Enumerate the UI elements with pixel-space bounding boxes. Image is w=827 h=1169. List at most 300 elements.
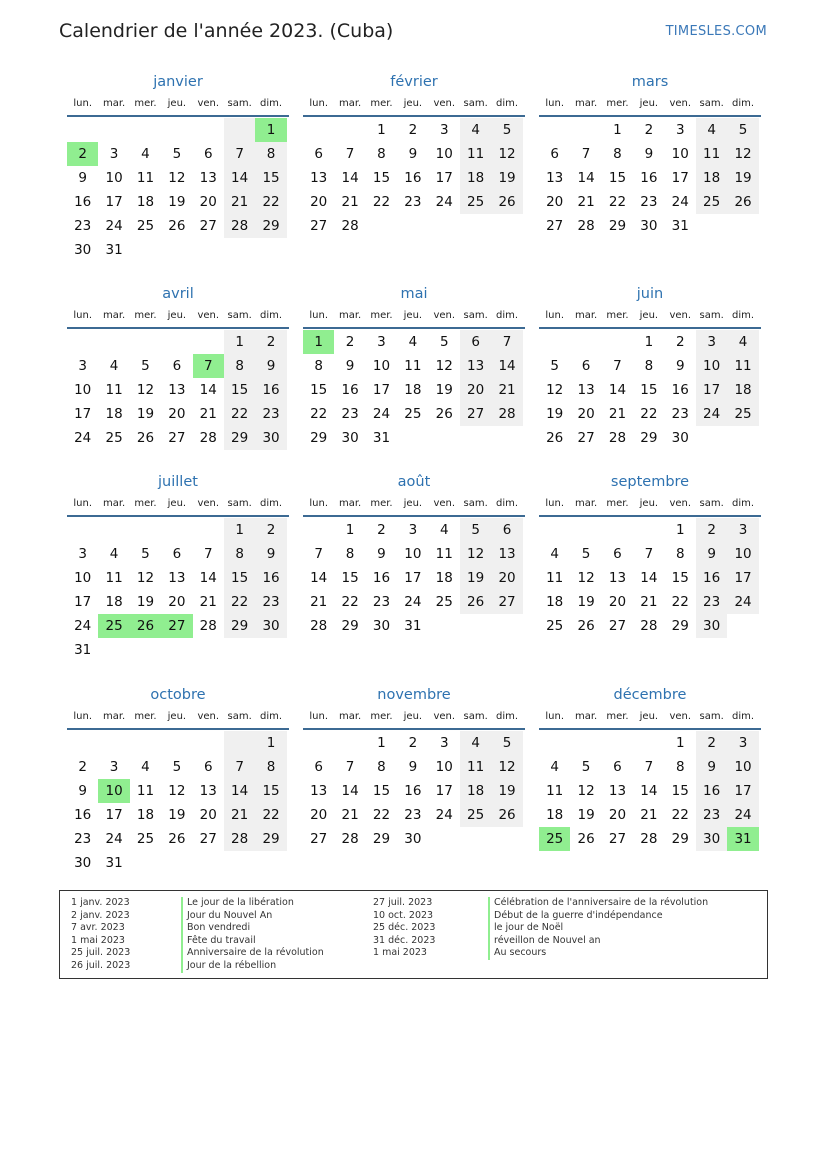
day-cell[interactable]: 5 (727, 118, 758, 142)
day-cell[interactable]: 17 (74, 594, 92, 610)
day-cell[interactable]: 7 (613, 358, 622, 374)
day-cell[interactable]: 23 (404, 194, 422, 210)
day-cell[interactable]: 6 (491, 518, 522, 542)
day-cell[interactable]: 5 (172, 146, 182, 162)
day-cell[interactable]: 8 (224, 542, 255, 566)
day-cell[interactable]: 10 (435, 146, 453, 162)
day-cell[interactable]: 3 (78, 358, 87, 374)
day-cell[interactable]: 29 (640, 430, 658, 446)
day-cell[interactable]: 15 (255, 166, 286, 190)
day-cell[interactable]: 30 (696, 827, 727, 851)
day-cell[interactable]: 17 (727, 779, 758, 803)
day-cell[interactable]: 13 (310, 170, 328, 186)
day-cell[interactable]: 16 (341, 382, 359, 398)
day-cell[interactable]: 30 (74, 855, 92, 871)
day-cell[interactable]: 31 (105, 855, 123, 871)
day-cell[interactable]: 24 (105, 218, 123, 234)
day-cell[interactable]: 5 (141, 546, 150, 562)
day-cell[interactable]: 1 (613, 122, 622, 138)
day-cell[interactable]: 25 (98, 614, 129, 638)
day-cell[interactable]: 25 (727, 402, 758, 426)
day-cell[interactable]: 15 (310, 382, 328, 398)
day-cell[interactable]: 8 (255, 142, 286, 166)
day-cell[interactable]: 20 (310, 194, 328, 210)
day-cell[interactable]: 11 (404, 358, 422, 374)
day-cell[interactable]: 4 (408, 334, 418, 350)
day-cell[interactable]: 10 (372, 358, 391, 374)
day-cell[interactable]: 4 (550, 759, 559, 775)
day-cell[interactable]: 16 (404, 170, 422, 186)
day-cell[interactable]: 3 (675, 122, 685, 138)
day-cell[interactable]: 21 (199, 594, 217, 610)
day-cell[interactable]: 22 (255, 803, 286, 827)
day-cell[interactable]: 20 (310, 807, 328, 823)
day-cell[interactable]: 23 (255, 590, 286, 614)
day-cell[interactable]: 20 (577, 406, 595, 422)
day-cell[interactable]: 6 (203, 146, 213, 162)
day-cell[interactable]: 21 (577, 194, 595, 210)
day-cell[interactable]: 12 (460, 542, 491, 566)
day-cell[interactable]: 7 (581, 146, 591, 162)
day-cell[interactable]: 13 (608, 783, 627, 799)
day-cell[interactable]: 24 (435, 807, 453, 823)
day-cell[interactable]: 16 (640, 170, 658, 186)
day-cell[interactable]: 11 (460, 142, 491, 166)
day-cell[interactable]: 12 (168, 170, 186, 186)
day-cell[interactable]: 14 (199, 570, 217, 586)
day-cell[interactable]: 7 (193, 354, 224, 378)
day-cell[interactable]: 19 (727, 166, 758, 190)
day-cell[interactable]: 3 (727, 731, 758, 755)
day-cell[interactable]: 7 (203, 546, 213, 562)
day-cell[interactable]: 27 (608, 618, 627, 634)
day-cell[interactable]: 26 (460, 590, 491, 614)
day-cell[interactable]: 8 (314, 358, 323, 374)
day-cell[interactable]: 5 (439, 334, 449, 350)
day-cell[interactable]: 26 (136, 430, 155, 446)
day-cell[interactable]: 1 (377, 122, 386, 138)
day-cell[interactable]: 13 (460, 354, 491, 378)
day-cell[interactable]: 14 (224, 166, 255, 190)
day-cell[interactable]: 17 (372, 382, 391, 398)
day-cell[interactable]: 16 (74, 807, 92, 823)
day-cell[interactable]: 27 (460, 402, 491, 426)
day-cell[interactable]: 13 (199, 783, 217, 799)
day-cell[interactable]: 25 (539, 827, 570, 851)
day-cell[interactable]: 28 (341, 218, 359, 234)
day-cell[interactable]: 24 (74, 430, 92, 446)
day-cell[interactable]: 3 (78, 546, 87, 562)
day-cell[interactable]: 13 (168, 382, 186, 398)
day-cell[interactable]: 28 (224, 214, 255, 238)
day-cell[interactable]: 15 (341, 570, 359, 586)
day-cell[interactable]: 14 (341, 170, 359, 186)
day-cell[interactable]: 27 (310, 218, 328, 234)
day-cell[interactable]: 17 (671, 170, 689, 186)
day-cell[interactable]: 4 (141, 759, 150, 775)
brand-link[interactable]: TIMESLES.COM (665, 24, 767, 39)
day-cell[interactable]: 15 (671, 783, 689, 799)
day-cell[interactable]: 8 (613, 146, 622, 162)
day-cell[interactable]: 5 (460, 518, 491, 542)
day-cell[interactable]: 9 (78, 783, 87, 799)
day-cell[interactable]: 23 (696, 590, 727, 614)
day-cell[interactable]: 20 (546, 194, 564, 210)
day-cell[interactable]: 30 (404, 831, 422, 847)
day-cell[interactable]: 7 (224, 755, 255, 779)
day-cell[interactable]: 27 (608, 831, 627, 847)
day-cell[interactable]: 24 (74, 618, 92, 634)
day-cell[interactable]: 25 (136, 218, 155, 234)
day-cell[interactable]: 22 (671, 594, 689, 610)
day-cell[interactable]: 7 (345, 759, 355, 775)
day-cell[interactable]: 26 (577, 618, 595, 634)
day-cell[interactable]: 29 (224, 426, 255, 450)
day-cell[interactable]: 4 (109, 358, 119, 374)
day-cell[interactable]: 21 (608, 406, 627, 422)
day-cell[interactable]: 23 (74, 831, 92, 847)
day-cell[interactable]: 7 (314, 546, 323, 562)
day-cell[interactable]: 31 (727, 827, 758, 851)
day-cell[interactable]: 12 (136, 382, 155, 398)
day-cell[interactable]: 25 (460, 190, 491, 214)
day-cell[interactable]: 2 (696, 731, 727, 755)
day-cell[interactable]: 28 (199, 618, 217, 634)
day-cell[interactable]: 4 (696, 118, 727, 142)
day-cell[interactable]: 1 (675, 522, 685, 538)
day-cell[interactable]: 28 (341, 831, 359, 847)
day-cell[interactable]: 3 (408, 522, 418, 538)
day-cell[interactable]: 2 (345, 334, 355, 350)
day-cell[interactable]: 8 (675, 546, 685, 562)
day-cell[interactable]: 22 (671, 807, 689, 823)
day-cell[interactable]: 30 (671, 430, 689, 446)
day-cell[interactable]: 22 (224, 402, 255, 426)
day-cell[interactable]: 6 (460, 330, 491, 354)
day-cell[interactable]: 19 (491, 166, 522, 190)
day-cell[interactable]: 5 (491, 118, 522, 142)
day-cell[interactable]: 23 (404, 807, 422, 823)
day-cell[interactable]: 20 (199, 194, 217, 210)
day-cell[interactable]: 22 (255, 190, 286, 214)
day-cell[interactable]: 14 (491, 354, 522, 378)
day-cell[interactable]: 2 (644, 122, 654, 138)
day-cell[interactable]: 27 (168, 430, 186, 446)
day-cell[interactable]: 27 (161, 614, 192, 638)
day-cell[interactable]: 10 (98, 779, 129, 803)
day-cell[interactable]: 18 (136, 807, 155, 823)
day-cell[interactable]: 15 (640, 382, 658, 398)
day-cell[interactable]: 10 (696, 354, 727, 378)
day-cell[interactable]: 22 (310, 406, 328, 422)
day-cell[interactable]: 6 (581, 358, 591, 374)
day-cell[interactable]: 22 (341, 594, 359, 610)
day-cell[interactable]: 10 (74, 570, 92, 586)
day-cell[interactable]: 8 (224, 354, 255, 378)
day-cell[interactable]: 3 (109, 146, 119, 162)
day-cell[interactable]: 25 (404, 406, 422, 422)
day-cell[interactable]: 12 (136, 570, 155, 586)
day-cell[interactable]: 19 (168, 194, 186, 210)
day-cell[interactable]: 16 (671, 382, 689, 398)
day-cell[interactable]: 2 (377, 522, 386, 538)
day-cell[interactable]: 18 (435, 570, 453, 586)
day-cell[interactable]: 24 (435, 194, 453, 210)
day-cell[interactable]: 7 (644, 546, 654, 562)
day-cell[interactable]: 11 (727, 354, 758, 378)
day-cell[interactable]: 13 (491, 542, 522, 566)
day-cell[interactable]: 31 (671, 218, 689, 234)
day-cell[interactable]: 30 (341, 430, 359, 446)
day-cell[interactable]: 12 (546, 382, 564, 398)
day-cell[interactable]: 30 (696, 614, 727, 638)
day-cell[interactable]: 3 (727, 518, 758, 542)
day-cell[interactable]: 2 (255, 330, 286, 354)
day-cell[interactable]: 28 (640, 831, 658, 847)
day-cell[interactable]: 5 (172, 759, 182, 775)
day-cell[interactable]: 5 (491, 731, 522, 755)
day-cell[interactable]: 17 (404, 570, 422, 586)
day-cell[interactable]: 10 (435, 759, 453, 775)
day-cell[interactable]: 24 (671, 194, 689, 210)
day-cell[interactable]: 23 (671, 406, 689, 422)
day-cell[interactable]: 29 (255, 214, 286, 238)
day-cell[interactable]: 15 (608, 170, 627, 186)
day-cell[interactable]: 12 (491, 142, 522, 166)
day-cell[interactable]: 10 (727, 755, 758, 779)
day-cell[interactable]: 19 (435, 382, 453, 398)
day-cell[interactable]: 27 (199, 831, 217, 847)
day-cell[interactable]: 8 (345, 546, 355, 562)
day-cell[interactable]: 19 (577, 594, 595, 610)
day-cell[interactable]: 24 (105, 831, 123, 847)
day-cell[interactable]: 18 (460, 166, 491, 190)
day-cell[interactable]: 19 (460, 566, 491, 590)
day-cell[interactable]: 24 (404, 594, 422, 610)
day-cell[interactable]: 16 (696, 779, 727, 803)
day-cell[interactable]: 20 (168, 594, 186, 610)
day-cell[interactable]: 1 (675, 735, 685, 751)
day-cell[interactable]: 27 (546, 218, 564, 234)
day-cell[interactable]: 29 (224, 614, 255, 638)
day-cell[interactable]: 24 (727, 590, 758, 614)
day-cell[interactable]: 17 (105, 194, 123, 210)
day-cell[interactable]: 29 (671, 618, 689, 634)
day-cell[interactable]: 28 (310, 618, 328, 634)
day-cell[interactable]: 26 (435, 406, 453, 422)
day-cell[interactable]: 17 (435, 783, 453, 799)
day-cell[interactable]: 18 (727, 378, 758, 402)
day-cell[interactable]: 9 (408, 759, 418, 775)
day-cell[interactable]: 24 (696, 402, 727, 426)
day-cell[interactable]: 3 (109, 759, 119, 775)
day-cell[interactable]: 6 (314, 146, 323, 162)
day-cell[interactable]: 26 (546, 430, 564, 446)
day-cell[interactable]: 2 (255, 518, 286, 542)
day-cell[interactable]: 4 (460, 118, 491, 142)
day-cell[interactable]: 20 (608, 594, 627, 610)
day-cell[interactable]: 15 (255, 779, 286, 803)
day-cell[interactable]: 5 (550, 358, 559, 374)
day-cell[interactable]: 12 (168, 783, 186, 799)
day-cell[interactable]: 18 (546, 807, 564, 823)
day-cell[interactable]: 28 (491, 402, 522, 426)
day-cell[interactable]: 28 (199, 430, 217, 446)
day-cell[interactable]: 9 (696, 755, 727, 779)
day-cell[interactable]: 15 (224, 378, 255, 402)
day-cell[interactable]: 16 (74, 194, 92, 210)
day-cell[interactable]: 9 (255, 542, 286, 566)
day-cell[interactable]: 22 (640, 406, 658, 422)
day-cell[interactable]: 31 (404, 618, 422, 634)
day-cell[interactable]: 2 (408, 122, 418, 138)
day-cell[interactable]: 26 (577, 831, 595, 847)
day-cell[interactable]: 3 (439, 122, 449, 138)
day-cell[interactable]: 1 (255, 118, 286, 142)
day-cell[interactable]: 28 (608, 430, 627, 446)
day-cell[interactable]: 12 (435, 358, 453, 374)
day-cell[interactable]: 1 (224, 330, 255, 354)
day-cell[interactable]: 21 (640, 594, 658, 610)
day-cell[interactable]: 18 (696, 166, 727, 190)
day-cell[interactable]: 21 (491, 378, 522, 402)
day-cell[interactable]: 14 (341, 783, 359, 799)
day-cell[interactable]: 4 (727, 330, 758, 354)
day-cell[interactable]: 21 (310, 594, 328, 610)
day-cell[interactable]: 2 (696, 518, 727, 542)
day-cell[interactable]: 9 (255, 354, 286, 378)
day-cell[interactable]: 17 (105, 807, 123, 823)
day-cell[interactable]: 15 (372, 170, 391, 186)
day-cell[interactable]: 27 (491, 590, 522, 614)
day-cell[interactable]: 3 (377, 334, 386, 350)
day-cell[interactable]: 6 (203, 759, 213, 775)
day-cell[interactable]: 11 (696, 142, 727, 166)
day-cell[interactable]: 29 (671, 831, 689, 847)
day-cell[interactable]: 25 (136, 831, 155, 847)
day-cell[interactable]: 18 (404, 382, 422, 398)
day-cell[interactable]: 2 (67, 142, 98, 166)
day-cell[interactable]: 10 (727, 542, 758, 566)
day-cell[interactable]: 30 (372, 618, 391, 634)
day-cell[interactable]: 24 (372, 406, 391, 422)
day-cell[interactable]: 8 (377, 759, 386, 775)
day-cell[interactable]: 9 (644, 146, 654, 162)
day-cell[interactable]: 24 (727, 803, 758, 827)
day-cell[interactable]: 17 (727, 566, 758, 590)
day-cell[interactable]: 7 (644, 759, 654, 775)
day-cell[interactable]: 1 (255, 731, 286, 755)
day-cell[interactable]: 14 (640, 783, 658, 799)
day-cell[interactable]: 26 (491, 803, 522, 827)
day-cell[interactable]: 23 (255, 402, 286, 426)
day-cell[interactable]: 31 (372, 430, 391, 446)
day-cell[interactable]: 27 (199, 218, 217, 234)
day-cell[interactable]: 27 (310, 831, 328, 847)
day-cell[interactable]: 23 (341, 406, 359, 422)
day-cell[interactable]: 15 (372, 783, 391, 799)
day-cell[interactable]: 13 (577, 382, 595, 398)
day-cell[interactable]: 25 (435, 594, 453, 610)
day-cell[interactable]: 1 (644, 334, 654, 350)
day-cell[interactable]: 13 (168, 570, 186, 586)
day-cell[interactable]: 13 (546, 170, 564, 186)
day-cell[interactable]: 9 (345, 358, 355, 374)
day-cell[interactable]: 29 (341, 618, 359, 634)
day-cell[interactable]: 5 (581, 759, 591, 775)
day-cell[interactable]: 14 (608, 382, 627, 398)
day-cell[interactable]: 15 (671, 570, 689, 586)
day-cell[interactable]: 10 (74, 382, 92, 398)
day-cell[interactable]: 19 (136, 594, 155, 610)
day-cell[interactable]: 12 (727, 142, 758, 166)
day-cell[interactable]: 20 (199, 807, 217, 823)
day-cell[interactable]: 9 (408, 146, 418, 162)
day-cell[interactable]: 22 (224, 590, 255, 614)
day-cell[interactable]: 10 (671, 146, 689, 162)
day-cell[interactable]: 15 (224, 566, 255, 590)
day-cell[interactable]: 29 (372, 831, 391, 847)
day-cell[interactable]: 10 (404, 546, 422, 562)
day-cell[interactable]: 18 (460, 779, 491, 803)
day-cell[interactable]: 19 (136, 406, 155, 422)
day-cell[interactable]: 2 (78, 759, 87, 775)
day-cell[interactable]: 12 (491, 755, 522, 779)
day-cell[interactable]: 29 (255, 827, 286, 851)
day-cell[interactable]: 28 (224, 827, 255, 851)
day-cell[interactable]: 30 (255, 426, 286, 450)
day-cell[interactable]: 31 (74, 642, 92, 658)
day-cell[interactable]: 11 (546, 783, 564, 799)
day-cell[interactable]: 30 (255, 614, 286, 638)
day-cell[interactable]: 31 (105, 242, 123, 258)
day-cell[interactable]: 17 (696, 378, 727, 402)
day-cell[interactable]: 9 (377, 546, 386, 562)
day-cell[interactable]: 1 (224, 518, 255, 542)
day-cell[interactable]: 20 (168, 406, 186, 422)
day-cell[interactable]: 8 (377, 146, 386, 162)
day-cell[interactable]: 16 (372, 570, 391, 586)
day-cell[interactable]: 7 (491, 330, 522, 354)
day-cell[interactable]: 21 (224, 190, 255, 214)
day-cell[interactable]: 1 (377, 735, 386, 751)
day-cell[interactable]: 4 (439, 522, 449, 538)
day-cell[interactable]: 26 (130, 614, 161, 638)
day-cell[interactable]: 11 (136, 170, 155, 186)
day-cell[interactable]: 29 (310, 430, 328, 446)
day-cell[interactable]: 21 (341, 194, 359, 210)
day-cell[interactable]: 6 (314, 759, 323, 775)
day-cell[interactable]: 4 (109, 546, 119, 562)
day-cell[interactable]: 11 (435, 546, 453, 562)
day-cell[interactable]: 22 (372, 194, 391, 210)
day-cell[interactable]: 20 (491, 566, 522, 590)
day-cell[interactable]: 16 (255, 378, 286, 402)
day-cell[interactable]: 4 (550, 546, 559, 562)
day-cell[interactable]: 8 (255, 755, 286, 779)
day-cell[interactable]: 23 (696, 803, 727, 827)
day-cell[interactable]: 26 (491, 190, 522, 214)
day-cell[interactable]: 1 (345, 522, 355, 538)
day-cell[interactable]: 16 (255, 566, 286, 590)
day-cell[interactable]: 5 (581, 546, 591, 562)
day-cell[interactable]: 6 (613, 759, 622, 775)
day-cell[interactable]: 4 (460, 731, 491, 755)
day-cell[interactable]: 12 (577, 783, 595, 799)
day-cell[interactable]: 23 (640, 194, 658, 210)
day-cell[interactable]: 23 (372, 594, 391, 610)
day-cell[interactable]: 26 (168, 831, 186, 847)
